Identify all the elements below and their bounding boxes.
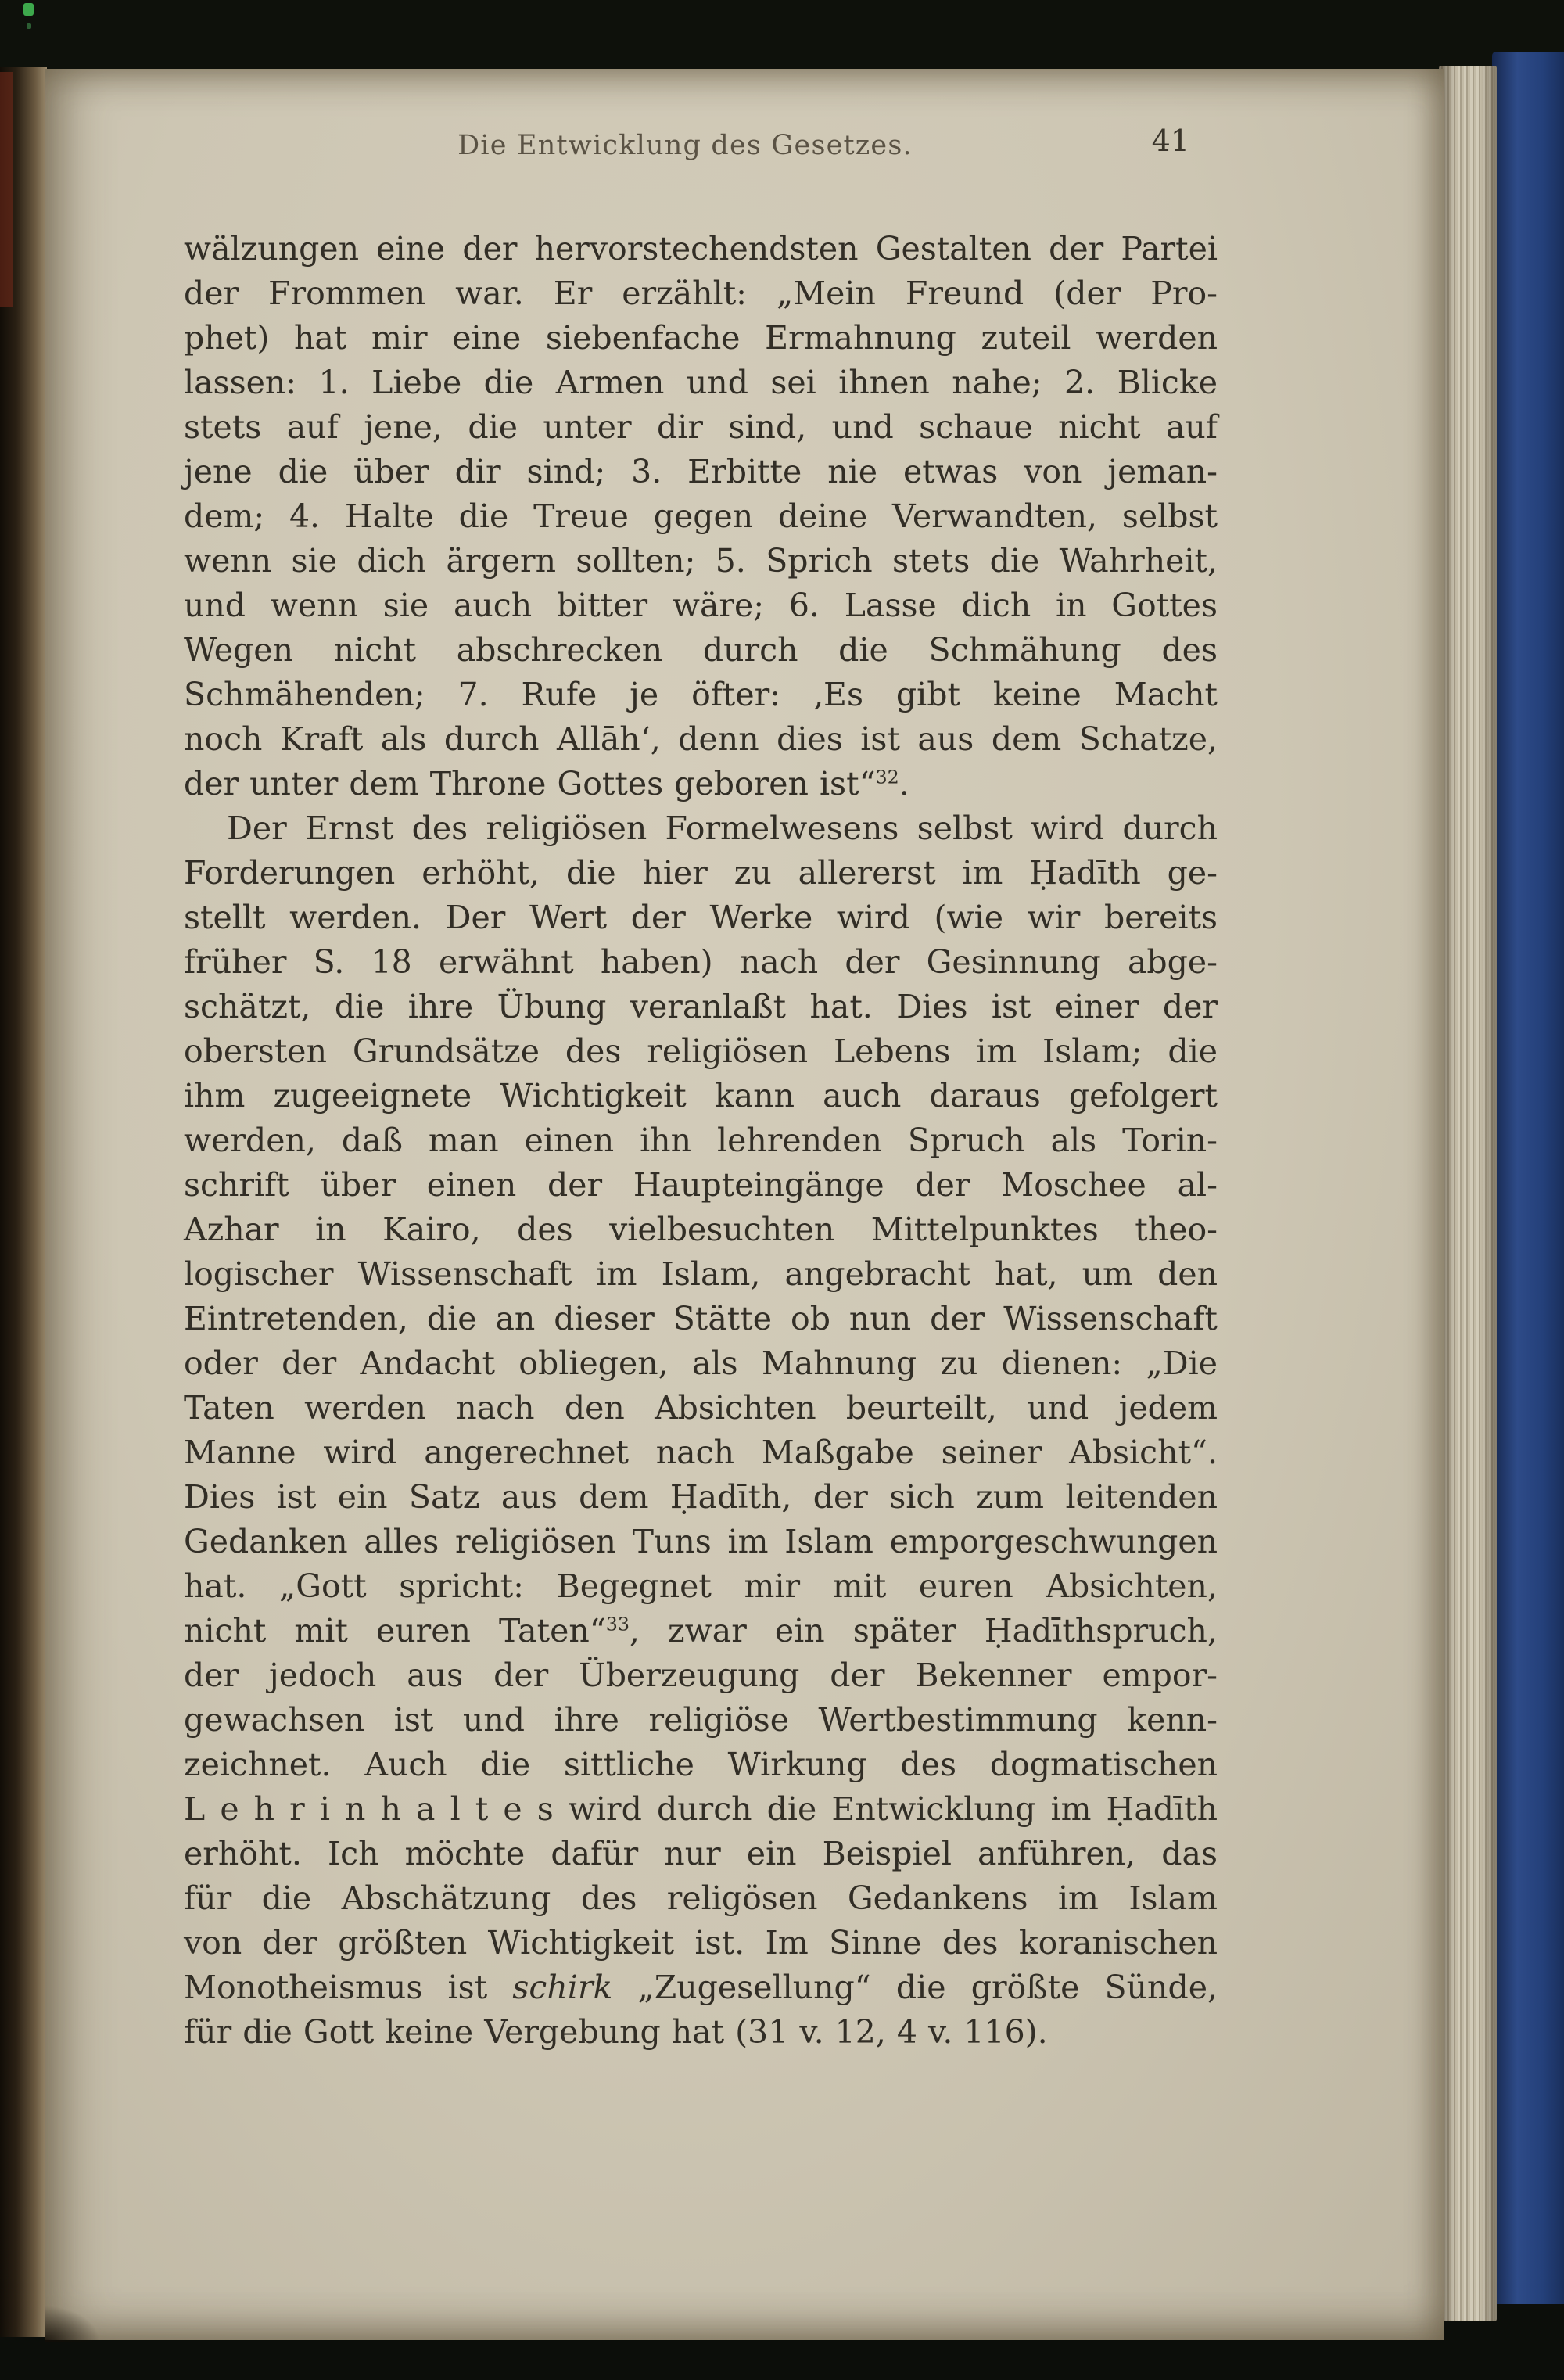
text-line: Wegen nicht abschrecken durch die Schmähung des xyxy=(184,631,1218,669)
scan-smudge xyxy=(45,2306,100,2342)
book-page xyxy=(45,69,1444,2340)
text-line: Dies ist ein Satz aus dem Ḥadīth, der sich zum leitenden xyxy=(184,1478,1218,1516)
page-content xyxy=(184,124,1218,2055)
text-line: für die Gott keine Vergebung hat (31 v. 12, 4 v. 116). xyxy=(184,2013,1048,2051)
text-line: Gedanken alles religiösen Tuns im Islam emporgeschwungen xyxy=(184,1523,1218,1560)
paragraph xyxy=(184,227,1218,806)
text-line: Monotheismus ist schirk „Zugesellung“ die größte Sünde, xyxy=(184,1969,1218,2006)
text-line: früher S. 18 erwähnt haben) nach der Gesinnung abge- xyxy=(184,943,1218,981)
text-line: der Frommen war. Er erzählt: „Mein Freund (der Pro- xyxy=(184,275,1218,312)
text-line: gewachsen ist und ihre religiöse Wertbestimmung kenn- xyxy=(184,1701,1218,1739)
spine-cover-sliver xyxy=(0,72,13,307)
text-line: obersten Grundsätze des religiösen Lebens im Islam; die xyxy=(184,1032,1218,1070)
text-line: der jedoch aus der Überzeugung der Bekenner empor- xyxy=(184,1657,1218,1694)
text-line: wälzungen eine der hervorstechendsten Gestalten der Partei xyxy=(184,230,1218,267)
text-line: wenn sie dich ärgern sollten; 5. Sprich stets die Wahrheit, xyxy=(184,542,1218,580)
text-line: noch Kraft als durch Allāh‘, denn dies ist aus dem Schatze, xyxy=(184,720,1218,758)
text-line: schätzt, die ihre Übung veranlaßt hat. Dies ist einer der xyxy=(184,988,1218,1025)
running-header xyxy=(184,124,1218,186)
text-line: L e h r i n h a l t e s wird durch die Entwicklung im Ḥadīth xyxy=(184,1790,1218,1828)
page-stack-edges xyxy=(1439,66,1497,2321)
text-line: stellt werden. Der Wert der Werke wird (wie wir bereits xyxy=(184,899,1218,936)
text-line: lassen: 1. Liebe die Armen und sei ihnen nahe; 2. Blicke xyxy=(184,364,1218,401)
scan-artifact-speck xyxy=(23,3,34,16)
text-line: phet) hat mir eine siebenfache Ermahnung zuteil werden xyxy=(184,319,1218,357)
text-line: zeichnet. Auch die sittliche Wirkung des dogmatischen xyxy=(184,1746,1218,1783)
text-line: Der Ernst des religiösen Formelwesens selbst wird durch xyxy=(227,809,1218,847)
text-line: logischer Wissenschaft im Islam, angebracht hat, um den xyxy=(184,1255,1218,1293)
text-line: nicht mit euren Taten“$^{33}$, zwar ein später Ḥadīthspruch, xyxy=(184,1612,1218,1649)
text-line: und wenn sie auch bitter wäre; 6. Lasse dich in Gottes xyxy=(184,587,1218,624)
text-line: stets auf jene, die unter dir sind, und schaue nicht auf xyxy=(184,408,1218,446)
text-line: Taten werden nach den Absichten beurteilt, und jedem xyxy=(184,1389,1218,1427)
text-line: Eintretenden, die an dieser Stätte ob nun der Wissenschaft xyxy=(184,1300,1218,1337)
text-line: ihm zugeeignete Wichtigkeit kann auch daraus gefolgert xyxy=(184,1077,1218,1115)
text-line: der unter dem Throne Gottes geboren ist“$^{32}$. xyxy=(184,765,909,802)
text-line: Forderungen erhöht, die hier zu allererst im Ḥadīth ge- xyxy=(184,854,1218,892)
text-line: schrift über einen der Haupteingänge der Moschee al- xyxy=(184,1166,1218,1204)
page-header-title: Die Entwicklung des Gesetzes. xyxy=(457,130,913,161)
scan-artifact-speck-small xyxy=(27,23,31,29)
text-block xyxy=(184,227,1218,2055)
book-cover-edge xyxy=(1492,52,1564,2304)
text-line: werden, daß man einen ihn lehrenden Spruch als Torin- xyxy=(184,1122,1218,1159)
text-line: für die Abschätzung des religösen Gedankens im Islam xyxy=(184,1879,1218,1917)
text-line: hat. „Gott spricht: Begegnet mir mit euren Absichten, xyxy=(184,1567,1218,1605)
text-line: Schmähenden; 7. Rufe je öfter: ‚Es gibt keine Macht xyxy=(184,676,1218,713)
text-line: von der größten Wichtigkeit ist. Im Sinne des koranischen xyxy=(184,1924,1218,1962)
paragraph xyxy=(184,806,1218,2055)
page-number: 41 xyxy=(1151,124,1189,158)
text-line: erhöht. Ich möchte dafür nur ein Beispiel anführen, das xyxy=(184,1835,1218,1872)
spine-shadow xyxy=(0,67,47,2337)
text-line: Azhar in Kairo, des vielbesuchten Mittelpunktes theo- xyxy=(184,1211,1218,1248)
text-line: dem; 4. Halte die Treue gegen deine Verwandten, selbst xyxy=(184,497,1218,535)
text-line: jene die über dir sind; 3. Erbitte nie etwas von jeman- xyxy=(184,453,1218,490)
text-line: oder der Andacht obliegen, als Mahnung zu dienen: „Die xyxy=(184,1344,1218,1382)
text-line: Manne wird angerechnet nach Maßgabe seiner Absicht“. xyxy=(184,1434,1218,1471)
